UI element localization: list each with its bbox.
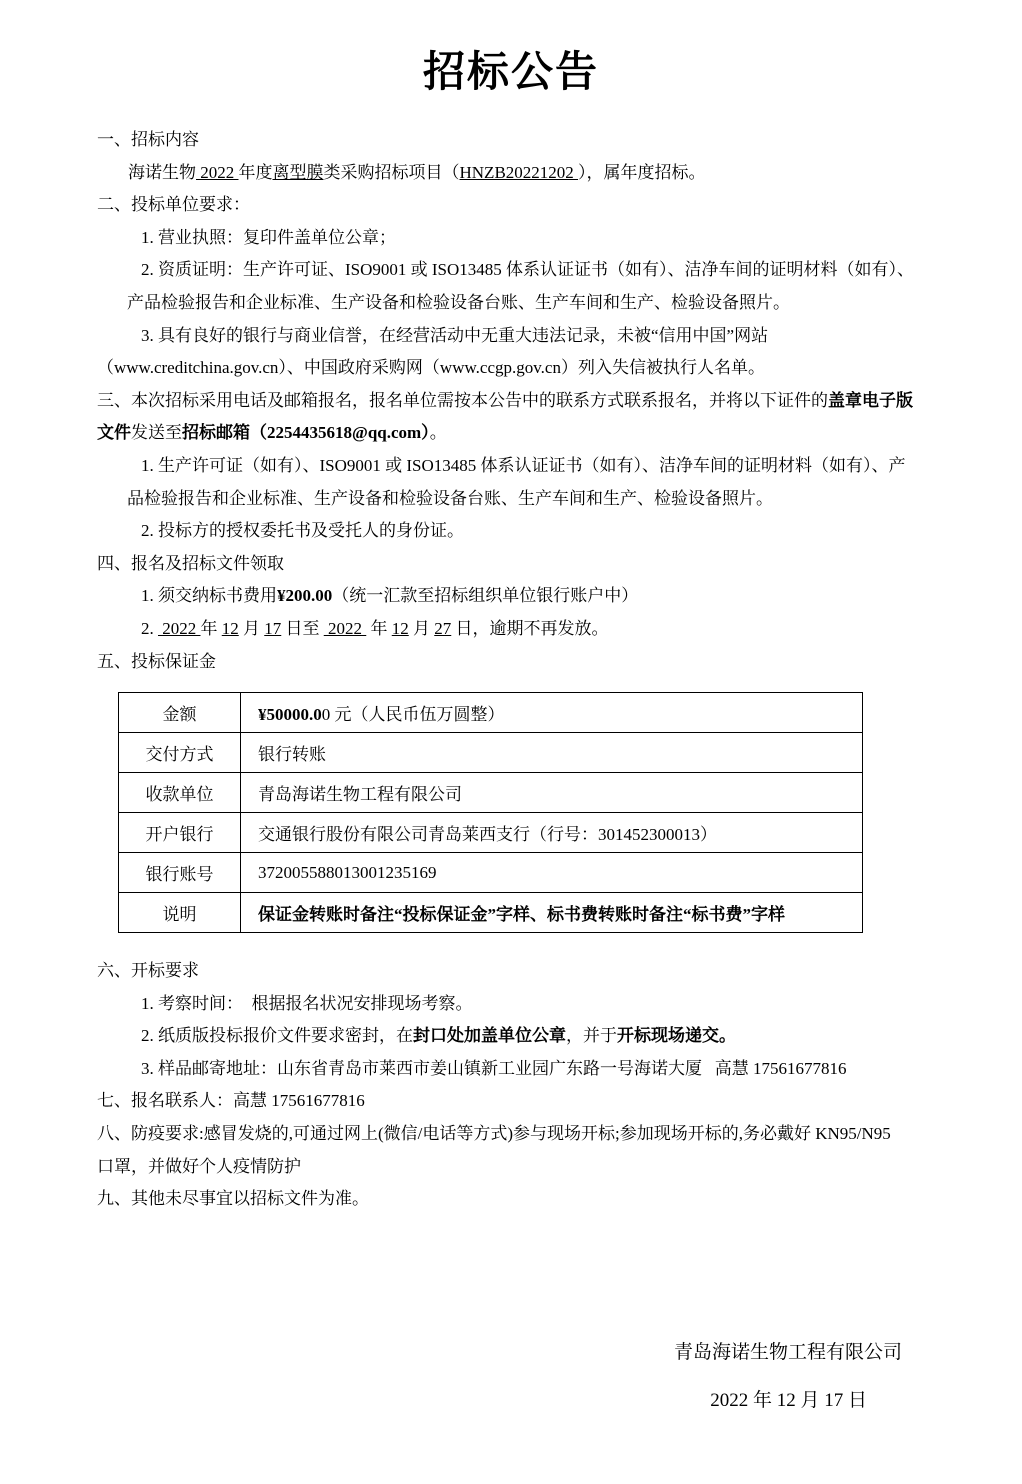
text-run: 12	[391, 618, 409, 638]
deposit-table-body	[119, 693, 863, 933]
table-row	[119, 893, 863, 933]
text-run: 1. 考察时间： 根据报名状况安排现场考察。	[141, 993, 473, 1013]
text-run: 九、其他未尽事宜以招标文件为准。	[97, 1189, 369, 1209]
paragraph-line	[141, 580, 925, 613]
paragraph-line	[97, 955, 925, 988]
page-title: 招标公告	[422, 50, 599, 96]
text-run: ¥50000.0	[258, 705, 322, 725]
issuer-company: 青岛海诺生物工程有限公司	[673, 1341, 902, 1363]
text-run: 2. 投标方的授权委托书及受托人的身份证。	[141, 521, 464, 541]
text-run: ，并于	[566, 1026, 617, 1046]
deposit-info-table	[118, 692, 863, 933]
table-row-value	[241, 893, 863, 933]
paragraph-line	[97, 548, 925, 581]
paragraph-line	[97, 352, 925, 385]
paragraph-line	[141, 515, 925, 548]
paragraph-line	[141, 1020, 925, 1053]
table-row	[119, 813, 863, 853]
paragraph-line	[141, 613, 925, 646]
table-row	[119, 733, 863, 773]
text-run: 交通银行股份有限公司青岛莱西支行（行号：301452300013）	[258, 825, 717, 845]
text-run: 招标邮箱（2254435618@qq.com）	[182, 423, 430, 443]
paragraph-line	[97, 1085, 925, 1118]
text-run: 七、报名联系人：高慧 17561677816	[97, 1091, 365, 1111]
table-row	[119, 853, 863, 893]
table-row-label: 收款单位	[119, 773, 241, 813]
table-row-label: 开户银行	[119, 813, 241, 853]
text-run: ），属年度招标。	[578, 162, 706, 182]
text-run: 2. 资质证明：生产许可证、ISO9001 或 ISO13485 体系认证证书（如有）、洁净车间的证明材料（如有）、	[141, 260, 915, 280]
text-run: 四、报名及招标文件领取	[97, 553, 284, 573]
paragraph-line	[97, 417, 925, 450]
table-row-value	[241, 773, 863, 813]
paragraph-line	[97, 646, 925, 679]
text-run: 2. 纸质版投标报价文件要求密封，在	[141, 1026, 413, 1046]
text-run: 3. 样品邮寄地址：山东省青岛市莱西市姜山镇新工业园广东路一号海诺大厦 高慧 17561677816	[141, 1058, 847, 1078]
text-run: 类采购招标项目（	[323, 162, 460, 182]
text-run: 五、投标保证金	[97, 651, 216, 671]
text-run: （www.creditchina.gov.cn）、中国政府采购网（www.ccgp.gov.cn）列入失信被执行人名单。	[97, 358, 765, 378]
text-run: 保证金转账时备注“投标保证金”字样、标书费转账时备注“标书费”字样	[258, 905, 785, 925]
paragraph-line	[97, 1151, 925, 1184]
paragraphs-before-table	[97, 124, 925, 678]
text-run: 离型膜	[272, 162, 324, 182]
paragraph-line	[97, 1183, 925, 1216]
text-run: （统一汇款至招标组织单位银行账户中）	[332, 586, 639, 606]
text-run: 2022	[323, 618, 367, 638]
text-run: 青岛海诺生物工程有限公司	[258, 785, 462, 805]
text-run: 月	[238, 618, 265, 638]
text-run: 1. 须交纳标书费用	[141, 586, 277, 606]
text-run: 盖章电子版	[828, 390, 913, 410]
text-run: 银行转账	[258, 745, 326, 765]
text-run: HNZB20221202	[459, 162, 579, 182]
table-row	[119, 693, 863, 733]
text-run: 八、防疫要求:感冒发烧的,可通过网上(微信/电话等方式)参与现场开标;参加现场开标的,务必戴好 KN95/N95	[97, 1124, 891, 1144]
text-run: 2022	[158, 618, 201, 638]
table-row-value	[241, 853, 863, 893]
text-run: 2.	[141, 618, 158, 638]
paragraph-line	[141, 450, 925, 483]
paragraph-line	[97, 124, 925, 157]
text-run: 372005588013001235169	[258, 862, 437, 882]
paragraph-line	[97, 385, 925, 418]
paragraph-line	[141, 320, 925, 353]
paragraph-line	[141, 988, 925, 1021]
text-run: 27	[434, 618, 452, 638]
table-row-label: 说明	[119, 893, 241, 933]
table-row-label: 交付方式	[119, 733, 241, 773]
text-run: 日至	[281, 618, 324, 638]
text-run: 12	[221, 618, 239, 638]
text-run: 二、投标单位要求：	[97, 195, 250, 215]
issue-date: 2022 年 12 月 17 日	[710, 1389, 867, 1411]
text-run: 17	[264, 618, 282, 638]
text-run: 1. 生产许可证（如有）、ISO9001 或 ISO13485 体系认证证书（如有）、洁净车间的证明材料（如有）、产	[141, 455, 906, 475]
paragraph-line	[127, 287, 925, 320]
text-run: 口罩，并做好个人疫情防护	[97, 1156, 301, 1176]
text-run: 2022	[196, 162, 239, 182]
text-run: 六、开标要求	[97, 961, 199, 981]
text-run: 年	[200, 618, 222, 638]
text-run: 年	[366, 618, 392, 638]
table-row	[119, 773, 863, 813]
paragraph-line	[127, 483, 925, 516]
text-run: 年度	[238, 162, 273, 182]
text-run: 开标现场递交。	[617, 1026, 736, 1046]
text-run: 。	[429, 423, 447, 443]
paragraph-line	[141, 254, 925, 287]
text-run: 一、招标内容	[97, 130, 199, 149]
paragraph-line	[128, 157, 925, 190]
text-run: 日，逾期不再发放。	[451, 618, 609, 638]
text-run: ¥200.00	[277, 586, 333, 606]
table-row-label: 银行账号	[119, 853, 241, 893]
text-run: 文件	[97, 423, 131, 443]
text-run: 月	[408, 618, 435, 638]
table-row-value	[241, 813, 863, 853]
paragraph-line	[141, 1053, 925, 1086]
text-run: 封口处加盖单位公章	[413, 1026, 566, 1046]
paragraph-line	[141, 222, 925, 255]
text-run: 品检验报告和企业标准、生产设备和检验设备台账、生产车间和生产、检验设备照片。	[127, 488, 773, 508]
table-row-value	[241, 733, 863, 773]
text-run: 产品检验报告和企业标准、生产设备和检验设备台账、生产车间和生产、检验设备照片。	[127, 292, 790, 312]
text-run: 1. 营业执照：复印件盖单位公章；	[141, 227, 396, 247]
text-run: 海诺生物	[128, 162, 196, 182]
text-run: 三、本次招标采用电话及邮箱报名，报名单位需按本公告中的联系方式联系报名，并将以下证件的	[97, 390, 828, 410]
text-run: 3. 具有良好的银行与商业信誉，在经营活动中无重大违法记录，未被“信用中国”网站	[141, 325, 769, 345]
table-row-value	[241, 693, 863, 733]
paragraphs-after-table	[97, 955, 925, 1216]
paragraph-line	[97, 1118, 925, 1151]
text-run: 发送至	[131, 423, 182, 443]
table-row-label: 金额	[119, 693, 241, 733]
signature-block	[97, 1336, 925, 1417]
text-run: 0 元（人民币伍万圆整）	[321, 705, 505, 725]
paragraph-line	[97, 189, 925, 222]
